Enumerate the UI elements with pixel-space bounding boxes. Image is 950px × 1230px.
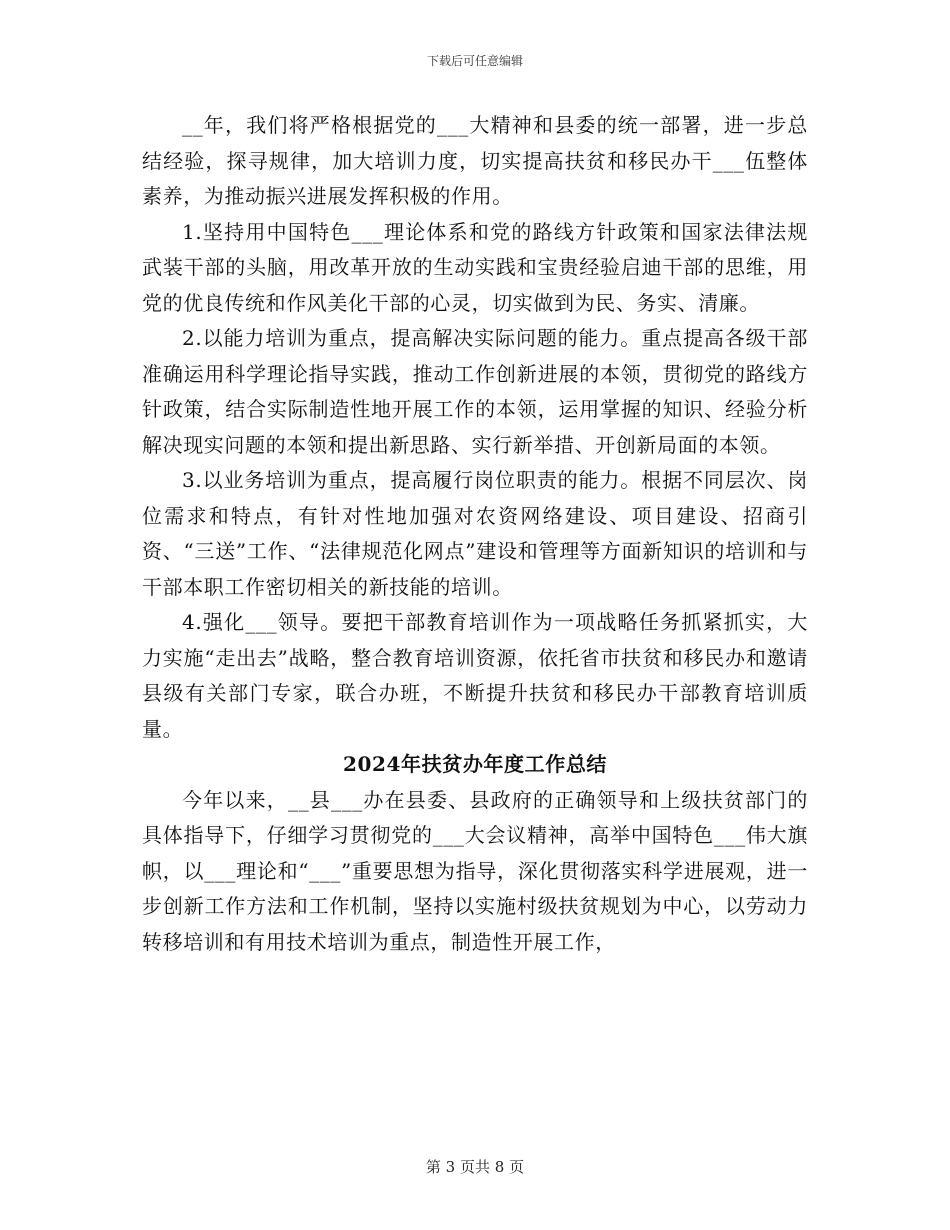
page-footer: 第 3 页共 8 页 bbox=[425, 1158, 525, 1176]
paragraph-item-1: 1.坚持用中国特色___理论体系和党的路线方针政策和国家法律法规武装干部的头脑，用改革开放的生动实践和宝贵经验启迪干部的思维，用党的优良传统和作风美化干部的心灵，切实做到为民、务实、清廉。 bbox=[142, 219, 808, 315]
paragraph-item-3: 3.以业务培训为重点，提高履行岗位职责的能力。根据不同层次、岗位需求和特点，有针对性地加强对农资网络建设、项目建设、招商引资、“三送”工作、“法律规范化网点”建设和管理等方面新知识的培训和与干部本职工作密切相关的新技能的培训。 bbox=[142, 468, 808, 599]
section-title: 2024年扶贫办年度工作总结 bbox=[342, 752, 608, 776]
paragraph-item-4: 4.强化___领导。要把干部教育培训作为一项战略任务抓紧抓实，大力实施“走出去”战略，整合教育培训资源，依托省市扶贫和移民办和邀请县级有关部门专家，联合办班，不断提升扶贫和移民办干部教育培训质量。 bbox=[142, 610, 808, 741]
page-header: 下载后可任意编辑 bbox=[426, 54, 523, 68]
paragraph-item-2: 2.以能力培训为重点，提高解决实际问题的能力。重点提高各级干部准确运用科学理论指导实践，推动工作创新进展的本领，贯彻党的路线方针政策，结合实际制造性地开展工作的本领，运用掌握的知识、经验分析解决现实问题的本领和提出新思路、实行新举措、开创新局面的本领。 bbox=[142, 326, 808, 457]
document-body bbox=[142, 108, 808, 960]
section-paragraph: 今年以来，__县___办在县委、县政府的正确领导和上级扶贫部门的具体指导下，仔细学习贯彻党的___大会议精神，高举中国特色___伟大旗帜，以___理论和“___”重要思想为指导，深化贯彻落实科学进展观，进一步创新工作方法和工作机制，坚持以实施村级扶贫规划为中心，以劳动力转移培训和有用技术培训为重点，制造性开展工作， bbox=[142, 787, 808, 954]
paragraph-intro: __年，我们将严格根据党的___大精神和县委的统一部署，进一步总结经验，探寻规律，加大培训力度，切实提高扶贫和移民办干___伍整体素养，为推动振兴进展发挥积极的作用。 bbox=[142, 113, 808, 208]
